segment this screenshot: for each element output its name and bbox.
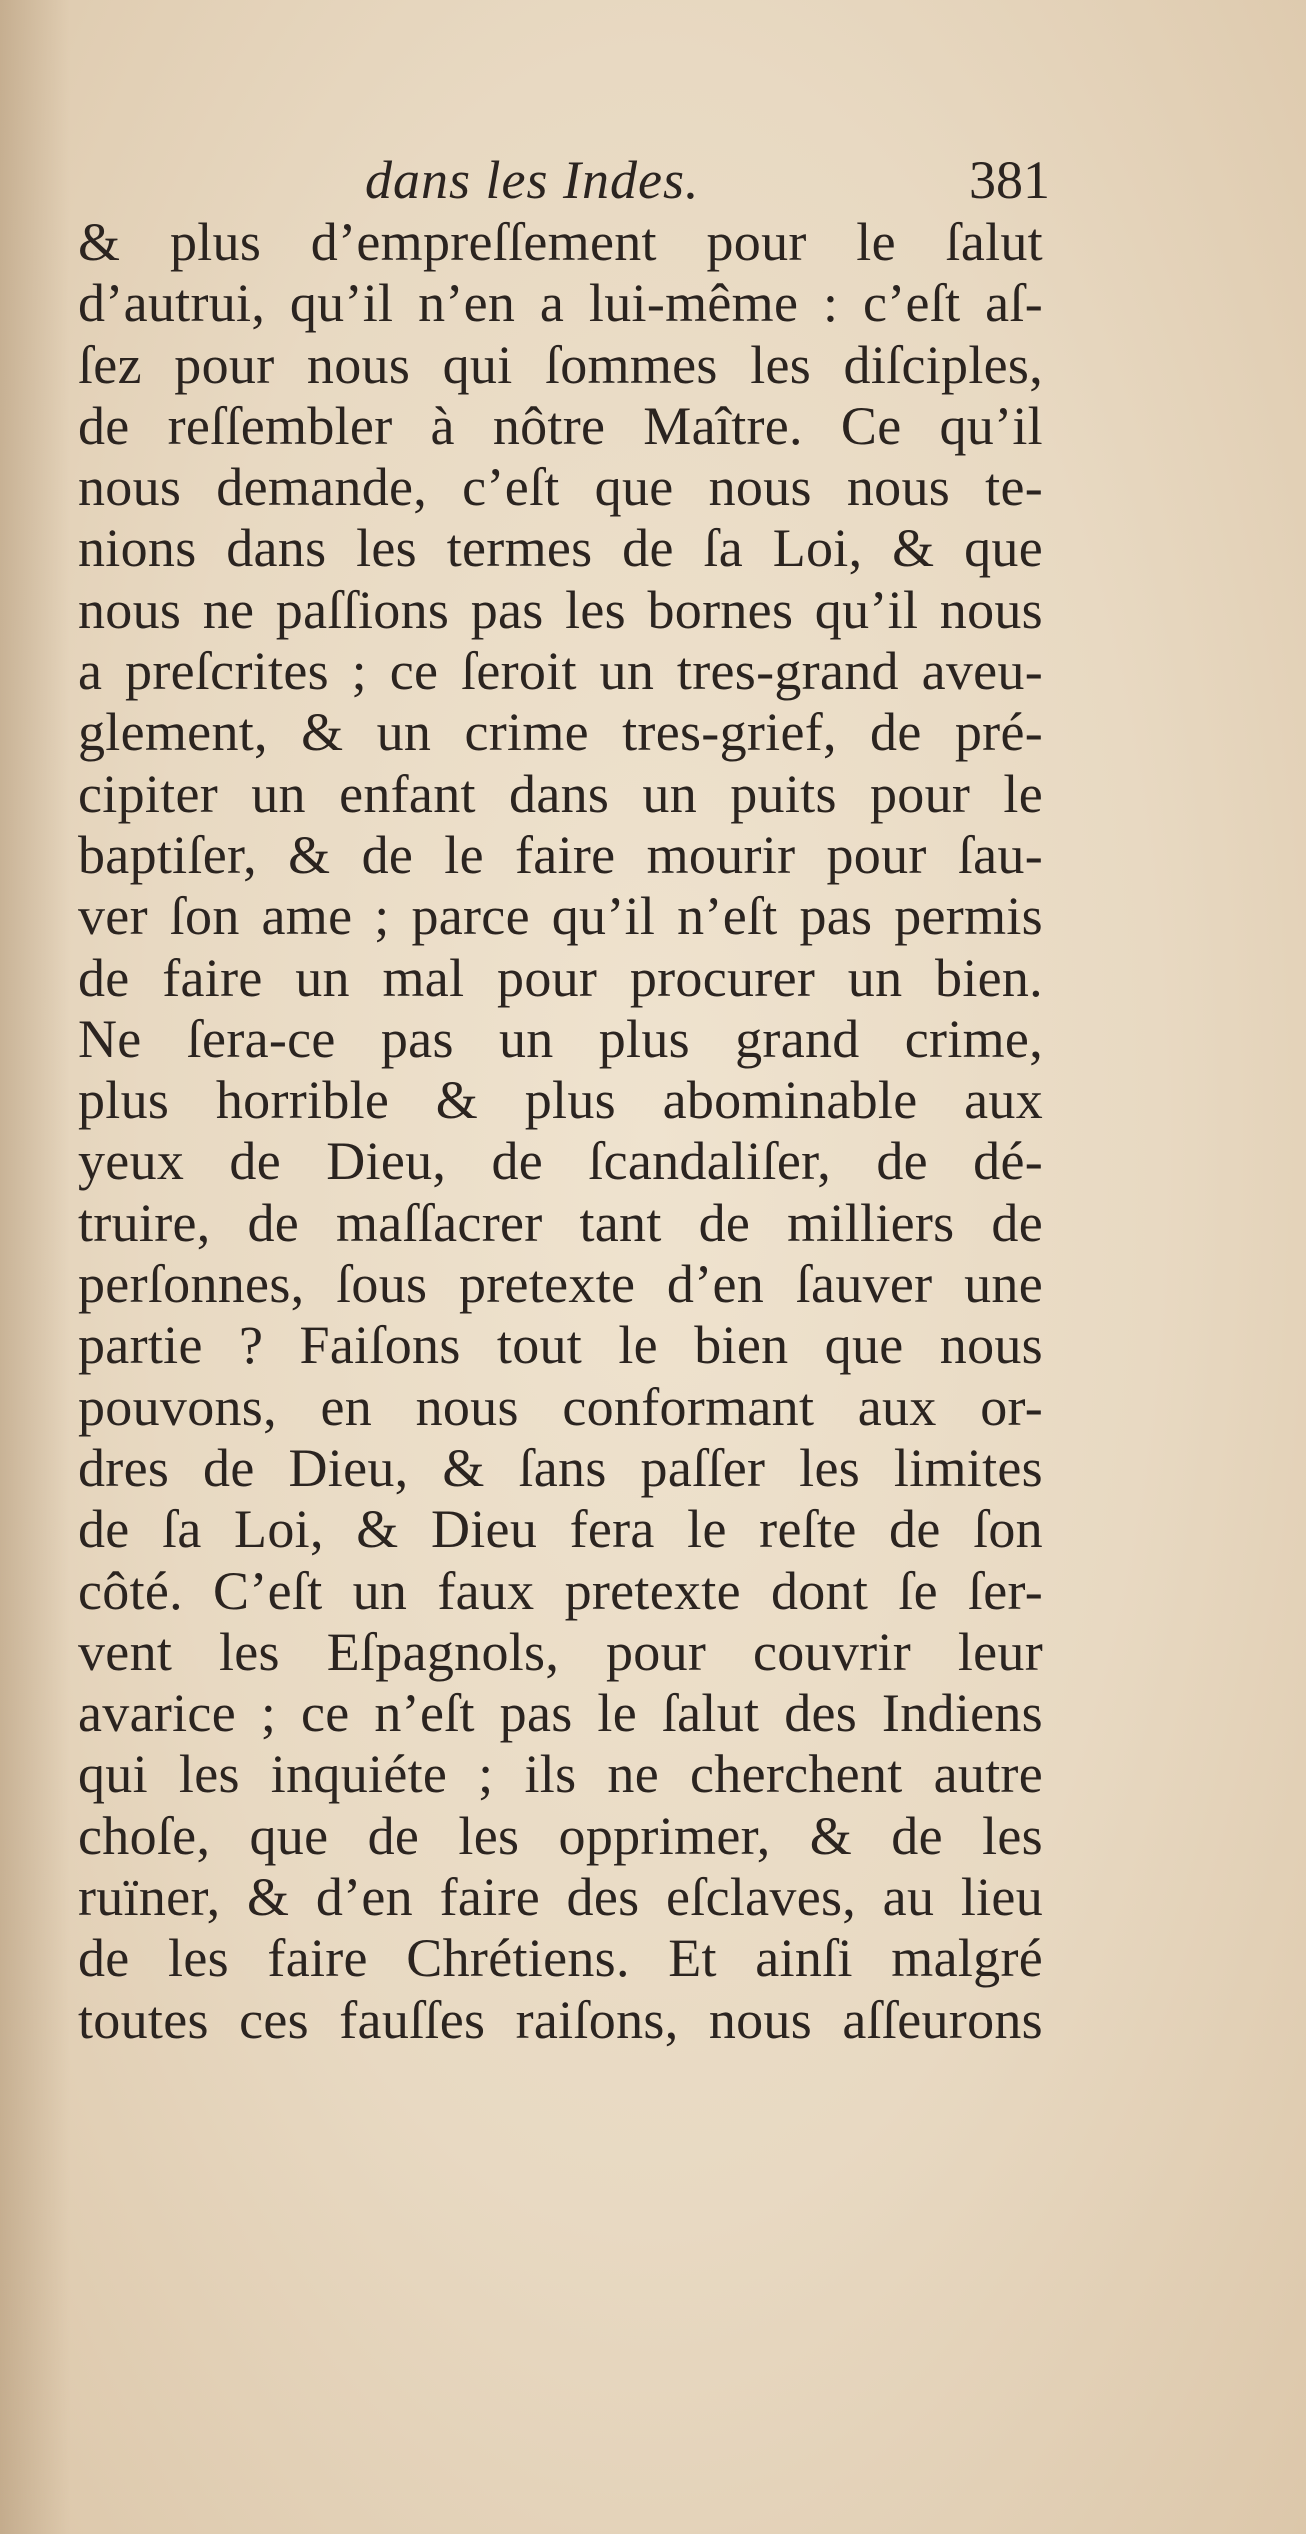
text-line: cipiter un enfant dans un puits pour le bbox=[78, 763, 1043, 824]
text-line: nous demande, c’eſt que nous nous te- bbox=[78, 457, 1043, 518]
text-line: de faire un mal pour procurer un bien. bbox=[78, 947, 1043, 1008]
text-line: ruïner, & d’en faire des eſclaves, au lieu bbox=[78, 1867, 1043, 1928]
text-line: perſonnes, ſous pretexte d’en ſauver une bbox=[78, 1254, 1043, 1315]
text-line: côté. C’eſt un faux pretexte dont ſe ſer- bbox=[78, 1560, 1043, 1621]
running-head bbox=[80, 150, 1050, 210]
page-edge-shadow bbox=[0, 0, 70, 2534]
text-line: & plus d’empreſſement pour le ſalut bbox=[78, 212, 1043, 272]
text-line: baptiſer, & de le faire mourir pour ſau- bbox=[78, 824, 1043, 885]
text-line: glement, & un crime tres-grief, de pré- bbox=[78, 702, 1043, 763]
text-line: de ſa Loi, & Dieu fera le reſte de ſon bbox=[78, 1499, 1043, 1560]
text-line: de reſſembler à nôtre Maître. Ce qu’il bbox=[78, 395, 1043, 456]
text-line: nous ne paſſions pas les bornes qu’il nous bbox=[78, 579, 1043, 640]
text-line: pouvons, en nous conformant aux or- bbox=[78, 1376, 1043, 1437]
text-line: d’autrui, qu’il n’en a lui-même : c’eſt aſ- bbox=[78, 273, 1043, 334]
text-line: ver ſon ame ; parce qu’il n’eſt pas permis bbox=[78, 886, 1043, 947]
text-line: dres de Dieu, & ſans paſſer les limites bbox=[78, 1437, 1043, 1498]
text-line: qui les inquiéte ; ils ne cherchent autre bbox=[78, 1744, 1043, 1805]
text-line: toutes ces fauſſes raiſons, nous aſſeurons bbox=[78, 1989, 1043, 2050]
text-line: de les faire Chrétiens. Et ainſi malgré bbox=[78, 1928, 1043, 1989]
text-line: choſe, que de les opprimer, & de les bbox=[78, 1805, 1043, 1866]
text-line: yeux de Dieu, de ſcandaliſer, de dé- bbox=[78, 1131, 1043, 1192]
body-text bbox=[78, 212, 1043, 2051]
text-line: partie ? Faiſons tout le bien que nous bbox=[78, 1315, 1043, 1376]
page-number: 381 bbox=[969, 150, 1050, 210]
text-line: truire, de maſſacrer tant de milliers de bbox=[78, 1192, 1043, 1253]
text-line: Ne ſera-ce pas un plus grand crime, bbox=[78, 1008, 1043, 1069]
text-line: avarice ; ce n’eſt pas le ſalut des Indiens bbox=[78, 1683, 1043, 1744]
text-line: plus horrible & plus abominable aux bbox=[78, 1070, 1043, 1131]
running-head-title: dans les Indes. bbox=[365, 150, 700, 210]
text-line: a preſcrites ; ce ſeroit un tres-grand aveu- bbox=[78, 641, 1043, 702]
text-line: ſez pour nous qui ſommes les diſciples, bbox=[78, 334, 1043, 395]
text-line: vent les Eſpagnols, pour couvrir leur bbox=[78, 1621, 1043, 1682]
text-line: nions dans les termes de ſa Loi, & que bbox=[78, 518, 1043, 579]
